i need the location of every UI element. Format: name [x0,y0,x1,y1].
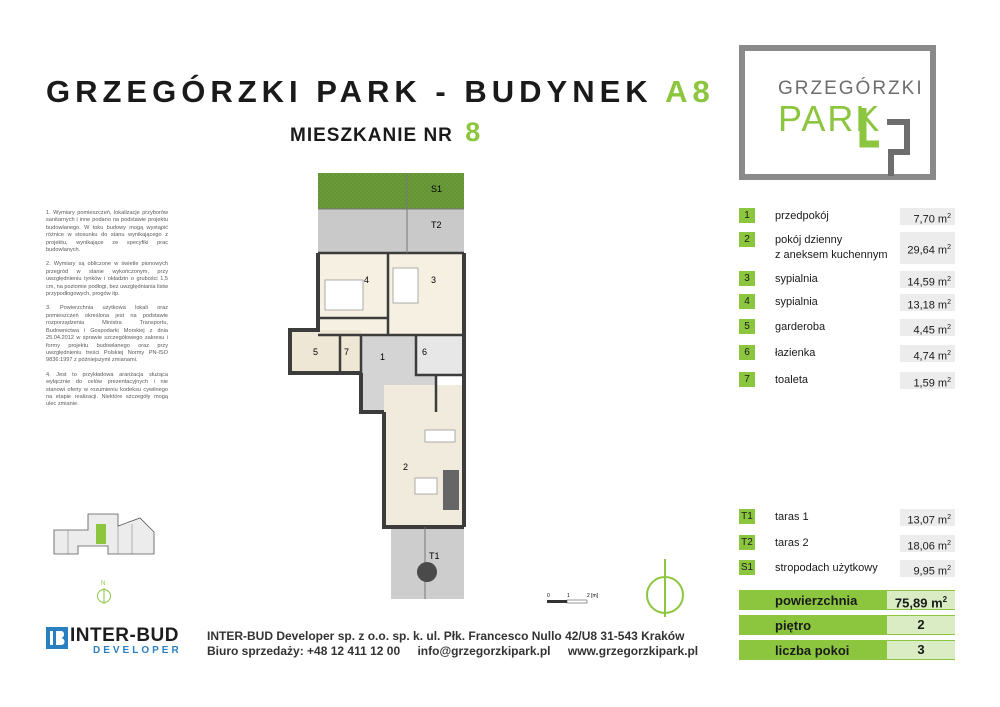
note-4: 4. Jest to przykładowa aranżacja służąca wyłącznie do celów prezentacyjnych i nie stanowi oferty w rozumieniu kodeksu cywilnego na etapie realizacji. Niektóre szczegóły mogą ulec zmianie. [46,371,168,408]
room-area: 7,70 $m^2$ [900,208,955,225]
room-name: łazienka [775,347,816,359]
room-area: 4,74 $m^2$ [900,345,955,362]
outdoor-area: 18,06 $m^2$ [900,535,955,552]
compass-n: N [101,581,106,587]
summary-area [739,590,955,610]
summary-floor-label: piętro [775,618,812,633]
plan-label-t1: T1 [429,551,440,561]
room-name: przedpokój [775,210,829,222]
compass-icon [96,578,112,606]
outdoor-name: stropodach użytkowy [775,562,878,574]
developer-name: INTER-BUD [70,625,179,646]
developer-logo-icon [46,627,68,649]
room-area: 1,59 $m^2$ [900,372,955,389]
plan-label-4: 4 [364,275,370,285]
outdoor-area: 13,07 $m^2$ [900,509,955,526]
plan-label-s1: S1 [431,184,443,194]
footer-contact [207,644,712,658]
plan-label-7: 7 [344,347,350,357]
north-arrow-icon [645,553,685,623]
plan-label-6: 6 [422,347,428,357]
room-name: pokój dzienny [775,234,843,246]
page-subtitle [290,117,481,148]
room-number: 5 [739,319,755,334]
footer-email[interactable]: info@grzegorzkipark.pl [417,644,551,658]
scale-0: 0 [547,593,550,599]
summary-rooms-value: 3 [887,641,955,659]
summary-rooms [739,640,955,660]
scale-1: 1 [567,593,570,599]
footer-website[interactable]: www.grzegorzkipark.pl [567,644,699,658]
floor-plan [285,170,475,610]
room-number: 1 [739,208,755,223]
room-name: garderoba [775,321,826,333]
footer-phone: Biuro sprzedaży: +48 12 411 12 00 [207,644,401,658]
logo-text-bottom: PARK [778,98,882,139]
plan-label-t2: T2 [431,220,442,230]
room-number: 6 [739,345,755,360]
page-title [46,74,715,110]
room-name-line2: z aneksem kuchennym [775,249,888,261]
logo-text-top: GRZEGÓRZKI [778,78,924,99]
title-building: A8 [665,74,715,109]
room-number: 7 [739,372,755,387]
note-1: 1. Wymiary pomieszczeń, lokalizacje przyborów sanitarnych i inne podano na podstawie projektu budowlanego. W toku budowy mogą wystąpić różnice w stosunku do stanu wynikającego z projektu, wynikające ze specyfiki prac budowlanych. [46,210,168,254]
outdoor-area: 9,95 $m^2$ [900,560,955,577]
plan-label-2: 2 [403,462,409,472]
outdoor-number: T1 [739,509,755,524]
summary-floor [739,615,955,635]
summary-floor-value: 2 [887,616,955,634]
summary-area-value: 75,89 $m^2$ [887,591,955,609]
subtitle-label: MIESZKANIE NR [290,125,453,146]
room-area: 14,59 $m^2$ [900,271,955,288]
outdoor-number: S1 [740,562,754,573]
outdoor-name: taras 2 [775,537,809,549]
room-number: 2 [739,232,755,247]
logo-mark-icon [857,104,913,176]
note-3: 3. Powierzchnia użytkowa lokali oraz pomieszczeń określona jest na podstawie rozporządzenia Ministra Transportu, Budownictwa i Gospodarki Morskiej z dnia 25.04.2012 w sprawie szczegółowego zakresu i formy projektu budowlanego oraz przy uwzględnieniu treści Polskiej Normy PN-ISO 9836:1997 z późniejszymi zmianami. [46,305,168,364]
summary-area-label: powierzchnia [775,593,858,608]
plan-label-1: 1 [380,352,386,362]
room-number: 4 [739,294,755,309]
room-name: sypialnia [775,296,818,308]
room-area: 4,45 $m^2$ [900,319,955,336]
outdoor-number: T2 [739,535,755,550]
plan-label-5: 5 [313,347,319,357]
room-name: sypialnia [775,273,818,285]
plan-label-3: 3 [431,275,437,285]
room-name: toaleta [775,374,809,386]
footer-address: INTER-BUD Developer sp. z o.o. sp. k. ul. Płk. Francesco Nullo 42/U8 31-543 Kraków [207,629,685,643]
developer-subtitle: DEVELOPER [93,645,182,656]
room-area: 29,64 $m^2$ [900,232,955,264]
key-plan [48,510,160,558]
room-number: 3 [739,271,755,286]
scale-2: 2 [m] [587,593,599,599]
scale-bar [545,591,605,611]
summary-rooms-label: liczba pokoi [775,643,850,658]
outdoor-name: taras 1 [775,511,809,523]
apartment-number: 8 [465,117,482,147]
note-2: 2. Wymiary są obliczone w świetle pionowych przegród w stanie wykończonym, przy uwzględnieniu tynków i okładzin o grubości 1,5 cm, na poziomie podłogi, bez uwzględniania listw przypodłogowych, progów itp. [46,261,168,298]
notes-block [46,210,168,416]
room-area: 13,18 $m^2$ [900,294,955,311]
title-main: GRZEGÓRZKI PARK - BUDYNEK [46,74,653,109]
